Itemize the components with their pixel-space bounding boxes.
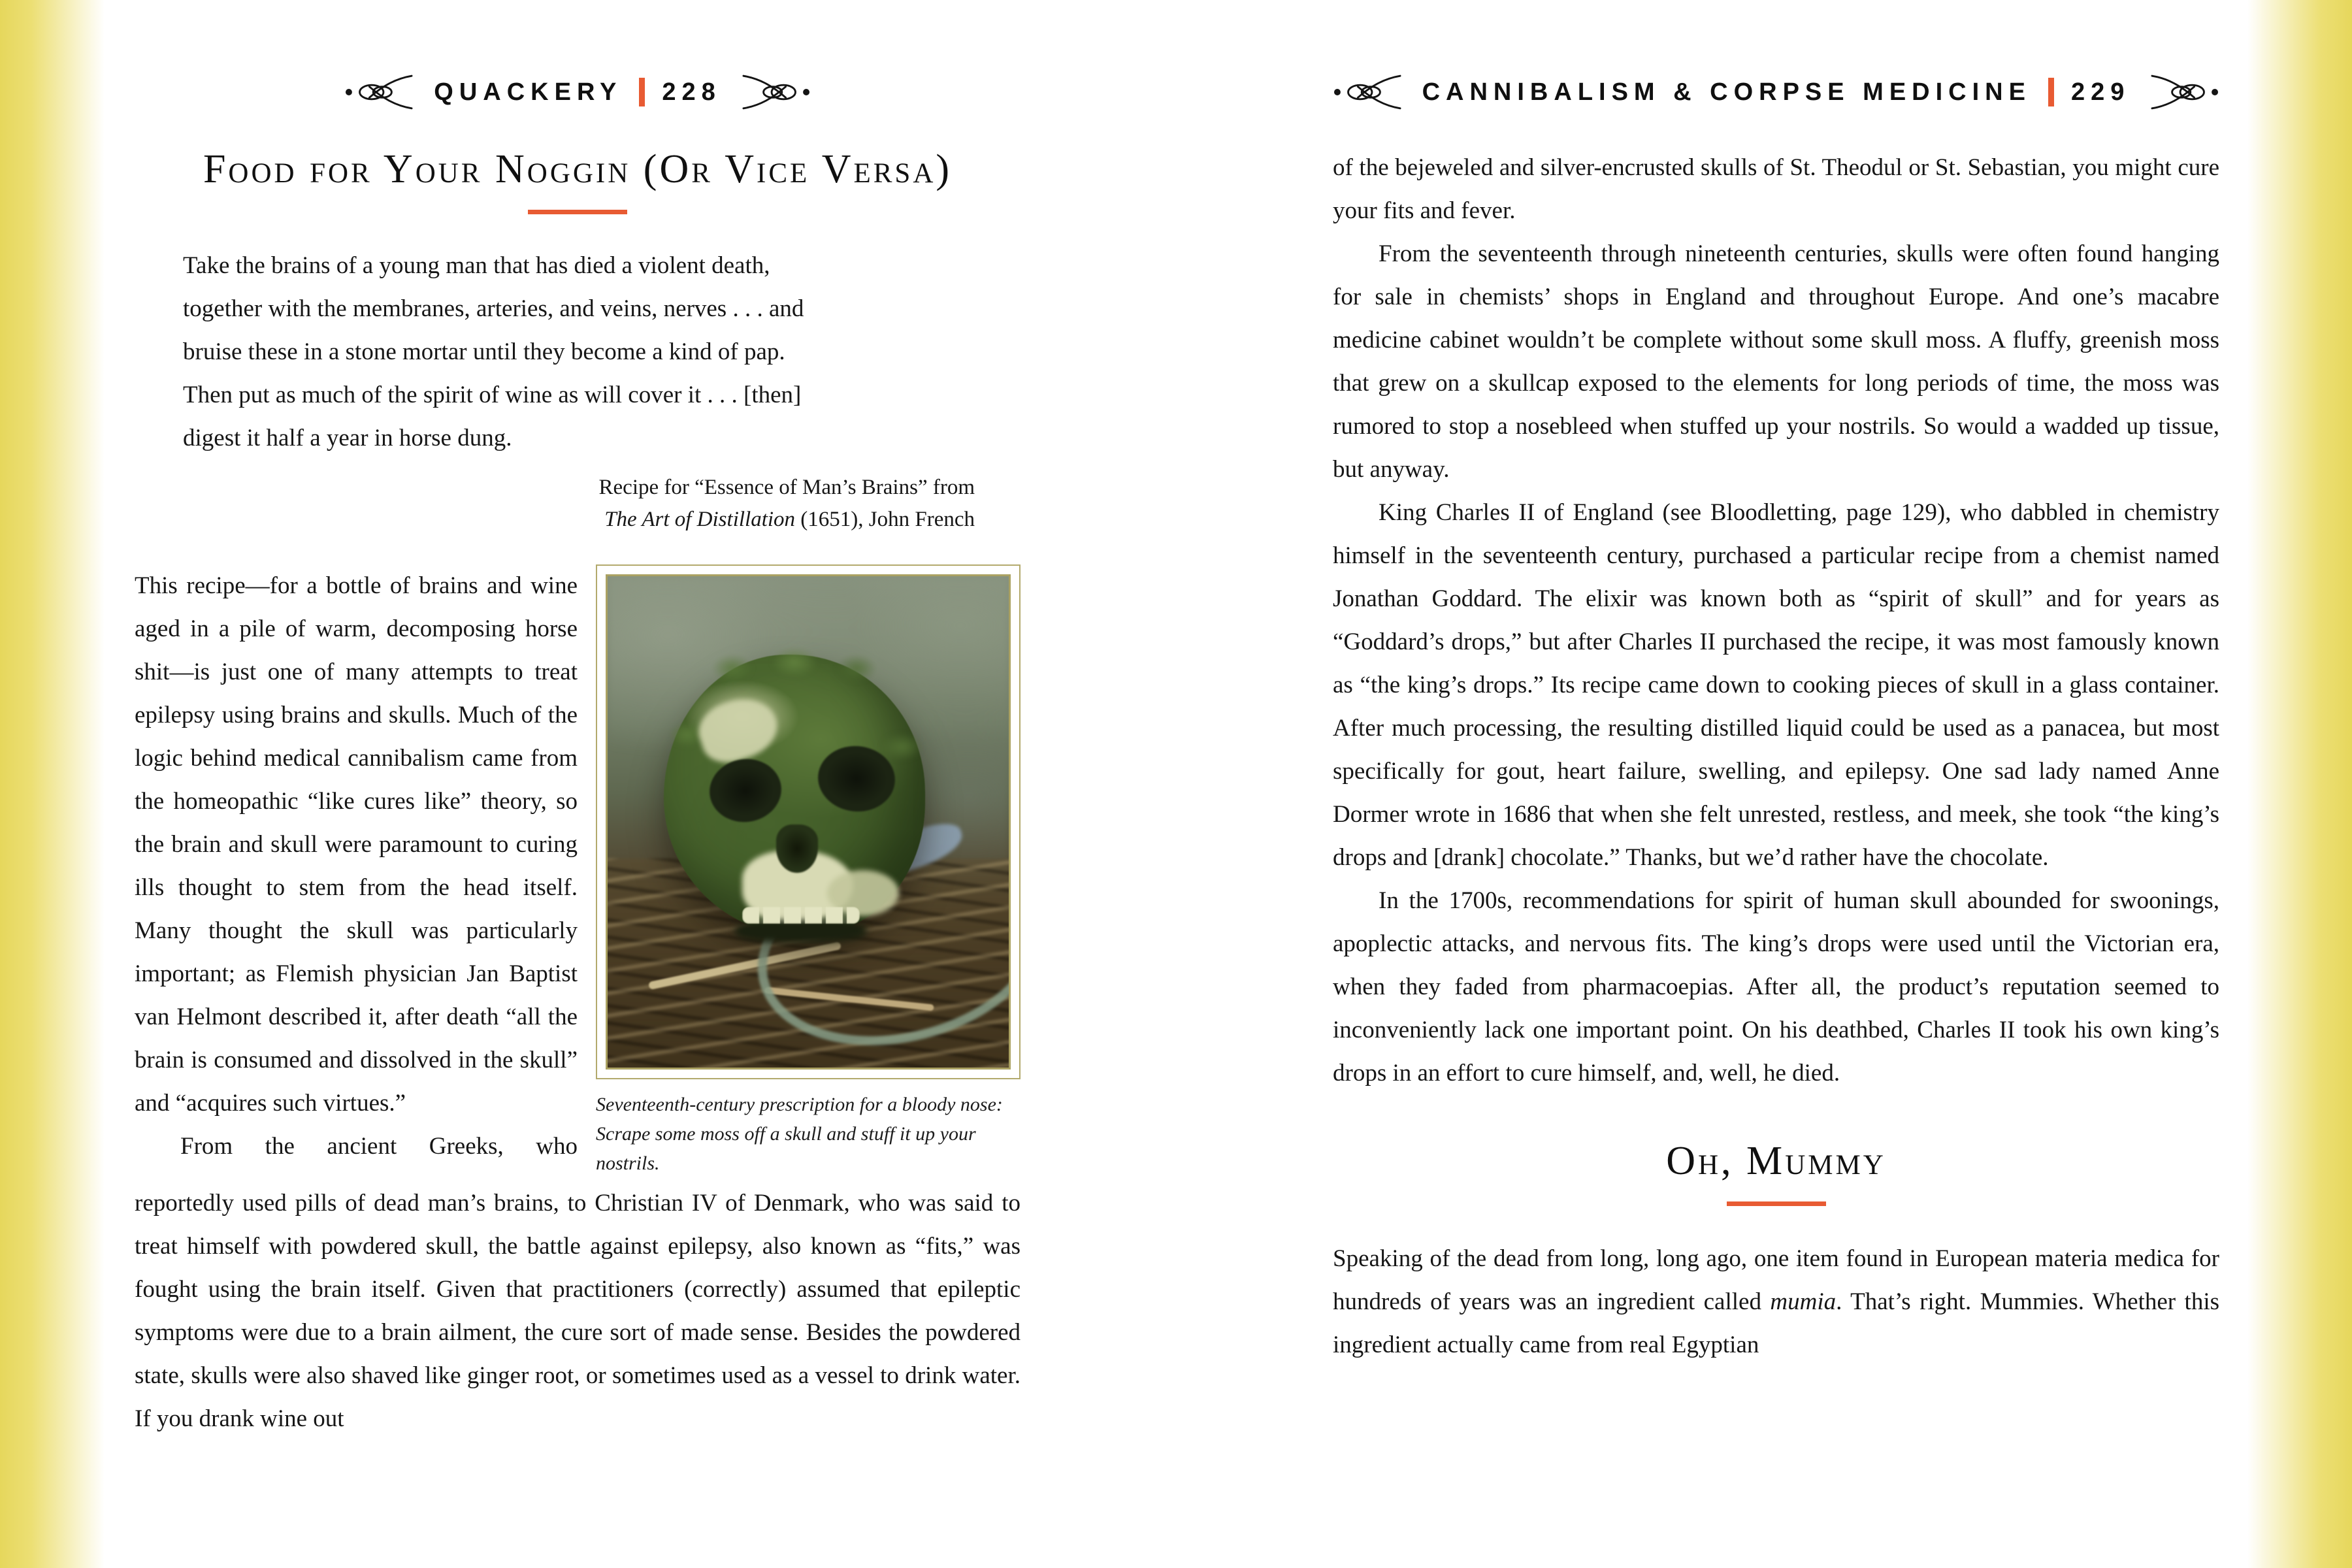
header-divider — [2048, 78, 2054, 106]
page-edge-glow-right — [2247, 0, 2352, 1568]
page-edge-glow-left — [0, 0, 105, 1568]
fish-flourish-icon — [1327, 73, 1411, 111]
subsection-title: Oh, Mummy — [1666, 1139, 1886, 1183]
moss-skull-photo — [606, 574, 1011, 1070]
body-with-figure — [135, 564, 1021, 1178]
subsection — [1333, 1138, 2219, 1206]
paragraph-text: . That’s right. Mummies. Whether this ingredient actually came from real Egyptian — [1333, 1288, 2219, 1359]
body-paragraph — [1333, 1237, 2219, 1367]
attribution-rest: (1651), John French — [795, 508, 975, 532]
paragraph-text: Speaking of the dead from long, long ago, one item found in European materia medica for hundreds of years was an ingredient called — [1333, 1245, 2219, 1316]
body-paragraph: King Charles II of England (see Bloodletting, page 129), who dabbled in chemistry himself in the seventeenth century, purchased a particular recipe from a chemist named Jonathan Goddard. The elixir was known both as “spirit of skull” and for years as “Goddard’s drops,” but after Charles II purchased the recipe, it was most famously known as “the king’s drops.” Its recipe came down to cooking pieces of skull in a glass container. After much processing, the resulting distilled liquid could be used as a panacea, but most specifically for gout, heart failure, swelling, and epilepsy. One sad lady named Anne Dormer wrote in 1686 that when she felt unrested, restless, and meek, she took “the king’s drops and [drank] chocolate.” Thanks, but we’d rather have the chocolate. — [1333, 499, 2219, 871]
fish-flourish-icon — [2142, 73, 2225, 111]
quote-attribution — [135, 472, 975, 536]
title-rule — [1727, 1201, 1826, 1206]
left-page — [135, 73, 1021, 1441]
section-title: Food for Your Noggin (Or Vice Versa) — [203, 147, 953, 191]
quote-line: Then put as much of the spirit of wine as will cover it . . . [then] — [183, 382, 802, 409]
moss-skull — [664, 655, 925, 936]
body-paragraph: This recipe—for a bottle of brains and wine aged in a pile of warm, decomposing horse shit—is just one of many attempts to treat epilepsy using brains and skulls. Much of the logic behind medical cannibalism came from the homeopathic “like cures like” theory, so the brain and skull were paramount to curing ills thought to stem from the head itself. Many thought the skull was particularly important; as Flemish physician Jan Baptist van Helmont described it, after death “all the brain is consumed and dissolved in the skull” and “acquires such virtues.” — [135, 572, 578, 1117]
fish-flourish-icon — [733, 73, 817, 111]
quote-line: digest it half a year in horse dung. — [183, 425, 512, 452]
right-running-head — [1333, 73, 2219, 111]
chapter-title: CANNIBALISM & CORPSE MEDICINE — [1422, 78, 2031, 106]
right-page — [1333, 73, 2219, 1367]
fish-flourish-icon — [338, 73, 422, 111]
title-rule — [528, 210, 627, 214]
quote-line: bruise these in a stone mortar until they become a kind of pap. — [183, 338, 785, 366]
quote-line: together with the membranes, arteries, and veins, nerves . . . and — [183, 295, 804, 323]
figure-caption: Seventeenth-century prescription for a bloody nose: Scrape some moss off a skull and stuff it up your nostrils. — [596, 1094, 1003, 1175]
body-text-column — [135, 564, 578, 1178]
body-paragraph: In the 1700s, recommendations for spirit of human skull abounded for swoonings, apoplectic attacks, and nervous fits. The king’s drops were used until the Victorian era, when they faded from pharmacoepias. After all, the product’s reputation seemed to inconveniently lack one important point. On his deathbed, Charles II took his own king’s drops in an effort to cure himself, and, well, he died. — [1333, 887, 2219, 1086]
blockquote — [183, 244, 983, 460]
header-divider — [639, 78, 645, 106]
quote-line: Take the brains of a young man that has died a violent death, — [183, 252, 770, 280]
teeth — [742, 907, 860, 924]
body-paragraph: of the bejeweled and silver-encrusted skulls of St. Theodul or St. Sebastian, you might cure your fits and fever. — [1333, 154, 2219, 224]
attribution-line: Recipe for “Essence of Man’s Brains” from — [598, 476, 975, 500]
body-paragraph-continued: reportedly used pills of dead man’s brains, to Christian IV of Denmark, who was said to treat himself with powdered skull, the battle against epilepsy, also known as “fits,” was fought using the brain itself. Given that practitioners (correctly) assumed that epileptic symptoms were due to a brain ailment, the cure sort of made sense. Besides the powdered state, skulls were also shaved like ginger root, or sometimes used as a vessel to drink water. If you drank wine out — [135, 1190, 1021, 1433]
left-running-head — [135, 73, 1021, 111]
skull-figure — [596, 564, 1021, 1178]
work-title: The Art of Distillation — [604, 508, 796, 532]
attribution-line — [135, 504, 975, 536]
page-number: 228 — [662, 78, 721, 106]
photo-frame — [596, 564, 1021, 1079]
page-number: 229 — [2070, 78, 2131, 106]
chapter-title: QUACKERY — [434, 78, 623, 106]
latin-term: mumia — [1770, 1288, 1837, 1316]
body-paragraph-start: From the ancient Greeks, who — [180, 1133, 578, 1160]
body-paragraph: From the seventeenth through nineteenth centuries, skulls were often found hanging for sale in chemists’ shops in England and throughout Europe. And one’s macabre medicine cabinet wouldn’t be complete without some skull moss. A fluffy, greenish moss that grew on a skullcap exposed to the elements for long periods of time, the moss was rumored to stop a nosebleed when stuffed up your nostrils. So would a wadded up tissue, but anyway. — [1333, 240, 2219, 483]
